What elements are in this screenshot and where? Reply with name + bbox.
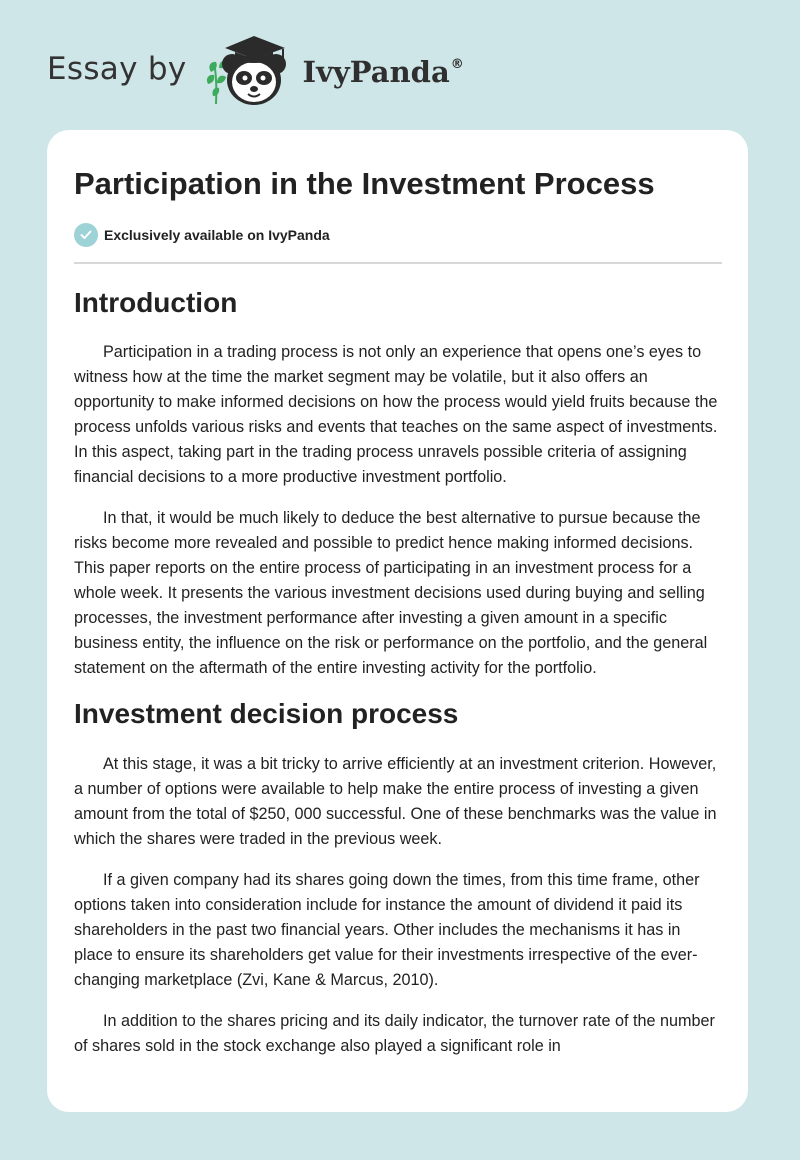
paragraph: In that, it would be much likely to deduce the best alternative to pursue because the risks become more revealed and possible to predict hence making informed decisions. This paper reports on the entire process of participating in an investment process for a whole week. It presents the various investment decisions used during buying and selling processes, the investment performance after investing a given amount in a specific business entity, the influence on the risk or performance on the portfolio, and the general statement on the aftermath of the entire investing activity for the portfolio.: [74, 509, 708, 677]
paragraph: If a given company had its shares going down the times, from this time frame, other options taken into consideration include for instance the amount of dividend it paid its shareholders in the past two financial years. Other includes the mechanisms it has in place to ensure its shareholders get value for their investments irrespective of the ever-changing marketplace (Zvi, Kane & Marcus, 2010).: [74, 871, 700, 989]
essay-title: Participation in the Investment Process: [74, 166, 655, 201]
essay-card: [47, 130, 748, 1112]
exclusive-badge: [74, 223, 722, 247]
check-circle-icon: [74, 223, 98, 247]
brand-name-text: IvyPanda: [302, 55, 450, 89]
section-heading-investment-decision-process: Investment decision process: [74, 698, 459, 729]
registered-mark: ®: [450, 57, 464, 72]
badge-label: Exclusively available on IvyPanda: [104, 227, 330, 243]
section-heading-introduction: Introduction: [74, 287, 238, 318]
panda-logo-icon: [205, 28, 299, 110]
brand-name: [303, 55, 464, 89]
paragraph: Participation in a trading process is not only an experience that opens one’s eyes to witness how at the time the market segment may be volatile, but it also offers an opportunity to make informed decisions on how the process would yield fruits because the process unfolds various risks and events that teaches on the same aspect of investments. In this aspect, taking part in the trading process unravels possible criteria of assigning financial decisions to a more productive investment portfolio.: [74, 343, 718, 486]
paragraph: In addition to the shares pricing and its daily indicator, the turnover rate of the number of shares sold in the stock exchange also played a significant role in: [74, 1012, 715, 1055]
brand-prefix: Essay by: [47, 51, 187, 87]
paragraph: At this stage, it was a bit tricky to arrive efficiently at an investment criterion. However, a number of options were available to help make the entire process of investing a given amount from the total of $250, 000 successful. One of these benchmarks was the value in which the shares were traded in the previous week.: [74, 755, 717, 848]
divider: [74, 262, 722, 264]
brand-header[interactable]: [47, 28, 464, 110]
